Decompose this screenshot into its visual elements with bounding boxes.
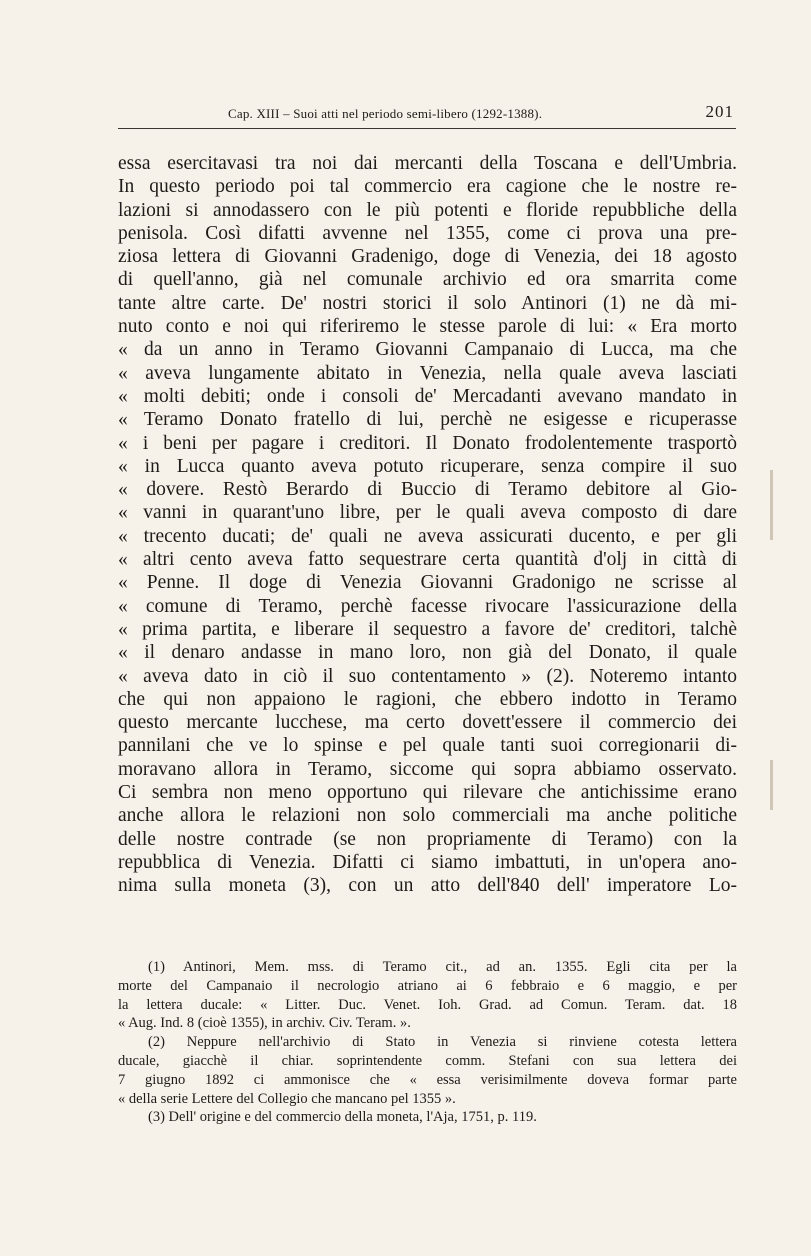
text-line: lazioni si annodassero con le più potenti e floride repubbliche della — [118, 199, 737, 221]
text-line: « in Lucca quanto aveva potuto ricuperare, senza compire il suo — [118, 455, 737, 477]
text-line: « Penne. Il doge di Venezia Giovanni Gradonigo ne scrisse al — [118, 572, 737, 594]
text-line: che qui non appaiono le ragioni, che ebbero indotto in Teramo — [118, 688, 737, 710]
text-line: « aveva dato in ciò il suo contentamento » (2). Noteremo intanto — [118, 665, 737, 687]
chapter-title: Cap. XIII – Suoi atti nel periodo semi-libero (1292-1388). — [228, 106, 543, 121]
text-line: « il denaro andasse in mano loro, non già del Donato, il quale — [118, 642, 737, 664]
text-line: anche allora le relazioni non solo commerciali ma anche politiche — [118, 805, 737, 827]
text-line: nima sulla moneta (3), con un atto dell'840 dell' imperatore Lo- — [118, 875, 737, 897]
text-line: « prima partita, e liberare il sequestro a favore de' creditori, talchè — [118, 618, 737, 640]
footnote-line: ducale, giacchè il chiar. soprintendente comm. Stefani con sua lettera dei — [118, 1052, 737, 1069]
text-line: ziosa lettera di Giovanni Gradenigo, doge di Venezia, dei 18 agosto — [118, 246, 737, 268]
text-line: questo mercante lucchese, ma certo dovett'essere il commercio dei — [118, 712, 737, 734]
margin-shadow — [770, 470, 773, 540]
footnotes — [118, 958, 737, 1127]
text-line: di quell'anno, già nel comunale archivio ed ora smarrita come — [118, 269, 737, 291]
text-line: delle nostre contrade (se non propriamente di Teramo) con la — [118, 828, 737, 850]
text-line: tante altre carte. De' nostri storici il solo Antinori (1) ne dà mi- — [118, 292, 737, 314]
text-line: « da un anno in Teramo Giovanni Campanaio di Lucca, ma che — [118, 339, 737, 361]
text-line: In questo periodo poi tal commercio era cagione che le nostre re- — [118, 176, 737, 198]
main-text — [118, 152, 737, 898]
text-line: repubblica di Venezia. Difatti ci siamo imbattuti, in un'opera ano- — [118, 851, 737, 873]
footnote-2: (2) Neppure nell'archivio di Stato in Venezia si rinviene cotesta lettera — [148, 1034, 737, 1051]
footnote-1: (1) Antinori, Mem. mss. di Teramo cit., ad an. 1355. Egli cita per la — [148, 959, 737, 975]
text-line: « Teramo Donato fratello di lui, perchè ne esigesse e ricuperasse — [118, 409, 737, 431]
footnote-line: la lettera ducale: « Litter. Duc. Venet. Ioh. Grad. ad Comun. Teram. dat. 18 — [118, 996, 737, 1013]
text-line: « vanni in quarant'uno libre, per le quali aveva composto di dare — [118, 502, 737, 524]
footnote-line: 7 giugno 1892 ci ammonisce che « essa verisimilmente doveva formar parte — [118, 1071, 737, 1088]
margin-shadow — [770, 760, 773, 810]
text-line: « comune di Teramo, perchè facesse rivocare l'assicurazione della — [118, 595, 737, 617]
text-line: pannilani che ve lo spinse e pel quale tanti suoi corregionarii di- — [118, 735, 737, 757]
text-line: « trecento ducati; de' quali ne aveva assicurati ducento, e per gli — [118, 525, 737, 547]
text-line: « aveva lungamente abitato in Venezia, nella quale aveva lasciati — [118, 362, 737, 384]
page-number: 201 — [705, 102, 734, 121]
text-line: moravano allora in Teramo, siccome qui sopra abbiamo osservato. — [118, 758, 737, 780]
text-line: « molti debiti; onde i consoli de' Mercadanti avevano mandato in — [118, 385, 737, 407]
text-line: « dovere. Restò Berardo di Buccio di Teramo debitore al Gio- — [118, 479, 737, 501]
text-line: « altri cento aveva fatto sequestrare certa quantità d'olj in città di — [118, 549, 737, 571]
footnote-line: « Aug. Ind. 8 (cioè 1355), in archiv. Civ. Teram. ». — [118, 1015, 411, 1032]
text-line: Ci sembra non meno opportuno qui rilevare che antichissime erano — [118, 782, 737, 804]
running-header — [118, 98, 736, 129]
text-line: « i beni per pagare i creditori. Il Donato frodolentemente trasportò — [118, 432, 737, 454]
text-line: essa esercitavasi tra noi dai mercanti della Toscana e dell'Umbria. — [118, 153, 737, 174]
text-line: penisola. Così difatti avvenne nel 1355, come ci prova una pre- — [118, 222, 737, 244]
footnote-line: morte del Campanaio il necrologio atriano ai 6 febbraio e 6 maggio, e per — [118, 977, 737, 994]
footnote-3: (3) Dell' origine e del commercio della moneta, l'Aja, 1751, p. 119. — [148, 1109, 537, 1126]
text-line: nuto conto e noi qui riferiremo le stesse parole di lui: « Era morto — [118, 316, 737, 338]
footnote-line: « della serie Lettere del Collegio che mancano pel 1355 ». — [118, 1090, 456, 1107]
